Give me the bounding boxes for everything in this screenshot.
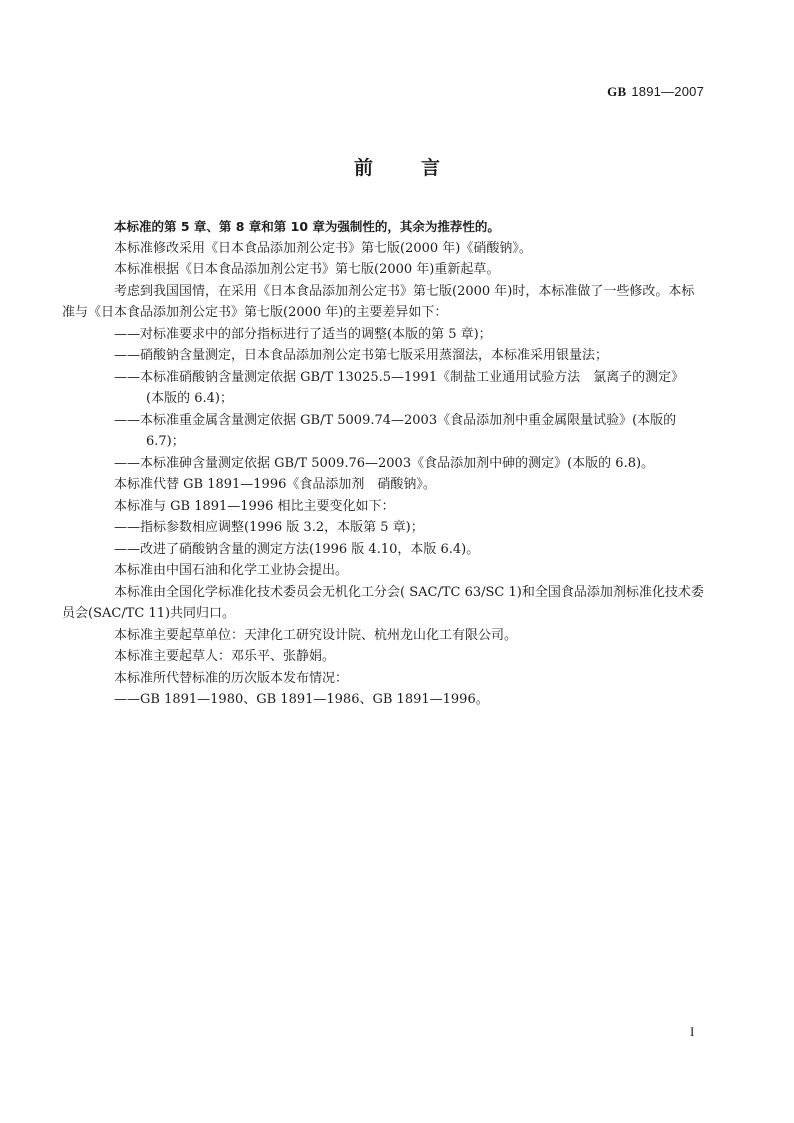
title-char-1: 前 (353, 157, 373, 179)
dash-item-continuation: 6.7)； (146, 434, 185, 449)
dash-item: —— 改进了硝酸钠含量的测定方法(1996 版 4.10，本版 6.4)。 (88, 539, 706, 561)
dash-mark: —— (114, 369, 140, 385)
dash-item: —— 本标准砷含量测定依据 GB/T 5009.76—2003《食品添加剂中砷的测定》(本版的 6.8)。 (88, 453, 706, 475)
foreword-body (62, 216, 706, 711)
dash-item: —— 对标准要求中的部分指标进行了适当的调整(本版的第 5 章)； (88, 324, 706, 346)
dash-mark: —— (114, 541, 140, 557)
paragraph: 本标准代替 GB 1891—1996《食品添加剂 硝酸钠》。 (114, 477, 436, 492)
dash-mark: —— (114, 412, 140, 428)
paragraph: 本标准与 GB 1891—1996 相比主要变化如下： (114, 498, 395, 514)
paragraph-mandatory: 本标准的第 5 章、第 8 章和第 10 章为强制性的，其余为推荐性的。 (114, 219, 500, 234)
dash-item: —— GB 1891—1980、GB 1891—1986、GB 1891—1996。 (88, 689, 706, 711)
paragraph: 考虑到我国国情，在采用《日本食品添加剂公定书》第七版(2000 年)时，本标准做了一些修改。本标准与《日本食品添加剂公定书》第七版(2000 年)的主要差异如下： (62, 283, 695, 320)
dash-item: —— 本标准重金属含量测定依据 GB/T 5009.74—2003《食品添加剂中重金属限量试验》(本版的 (88, 410, 706, 432)
dash-mark: —— (114, 326, 140, 342)
standard-number: 1891—2007 (631, 84, 704, 99)
paragraph: 本标准修改采用《日本食品添加剂公定书》第七版(2000 年)《硝酸钠》。 (114, 240, 532, 256)
dash-mark: —— (114, 692, 140, 707)
dash-mark: —— (114, 520, 140, 535)
standard-code (607, 84, 704, 100)
dash-item: —— 本标准硝酸钠含量测定依据 GB/T 13025.5—1991《制盐工业通用试验方法 氯离子的测定》 (88, 367, 706, 389)
paragraph: 本标准所代替标准的历次版本发布情况： (114, 670, 349, 686)
paragraph: 本标准由全国化学标准化技术委员会无机化工分会( SAC/TC 63/SC 1)和全国食品添加剂标准化技术委员会(SAC/TC 11)共同归口。 (62, 584, 704, 621)
dash-mark: —— (114, 348, 140, 363)
dash-item-continuation: (本版的 6.4)； (146, 391, 233, 406)
paragraph: 本标准主要起草单位：天津化工研究设计院、杭州龙山化工有限公司。 (114, 627, 518, 643)
paragraph: 本标准根据《日本食品添加剂公定书》第七版(2000 年)重新起草。 (114, 262, 500, 277)
standard-prefix: GB (607, 84, 627, 99)
paragraph: 本标准主要起草人：邓乐平、张静娟。 (114, 649, 336, 664)
page-title (0, 153, 794, 180)
page-number: I (690, 1024, 695, 1039)
dash-item: —— 指标参数相应调整(1996 版 3.2，本版第 5 章)； (88, 517, 706, 539)
dash-mark: —— (114, 455, 140, 471)
paragraph: 本标准由中国石油和化学工业协会提出。 (114, 563, 349, 578)
dash-item: —— 硝酸钠含量测定，日本食品添加剂公定书第七版采用蒸溜法，本标准采用银量法； (88, 345, 706, 367)
title-char-2: 言 (421, 157, 441, 179)
